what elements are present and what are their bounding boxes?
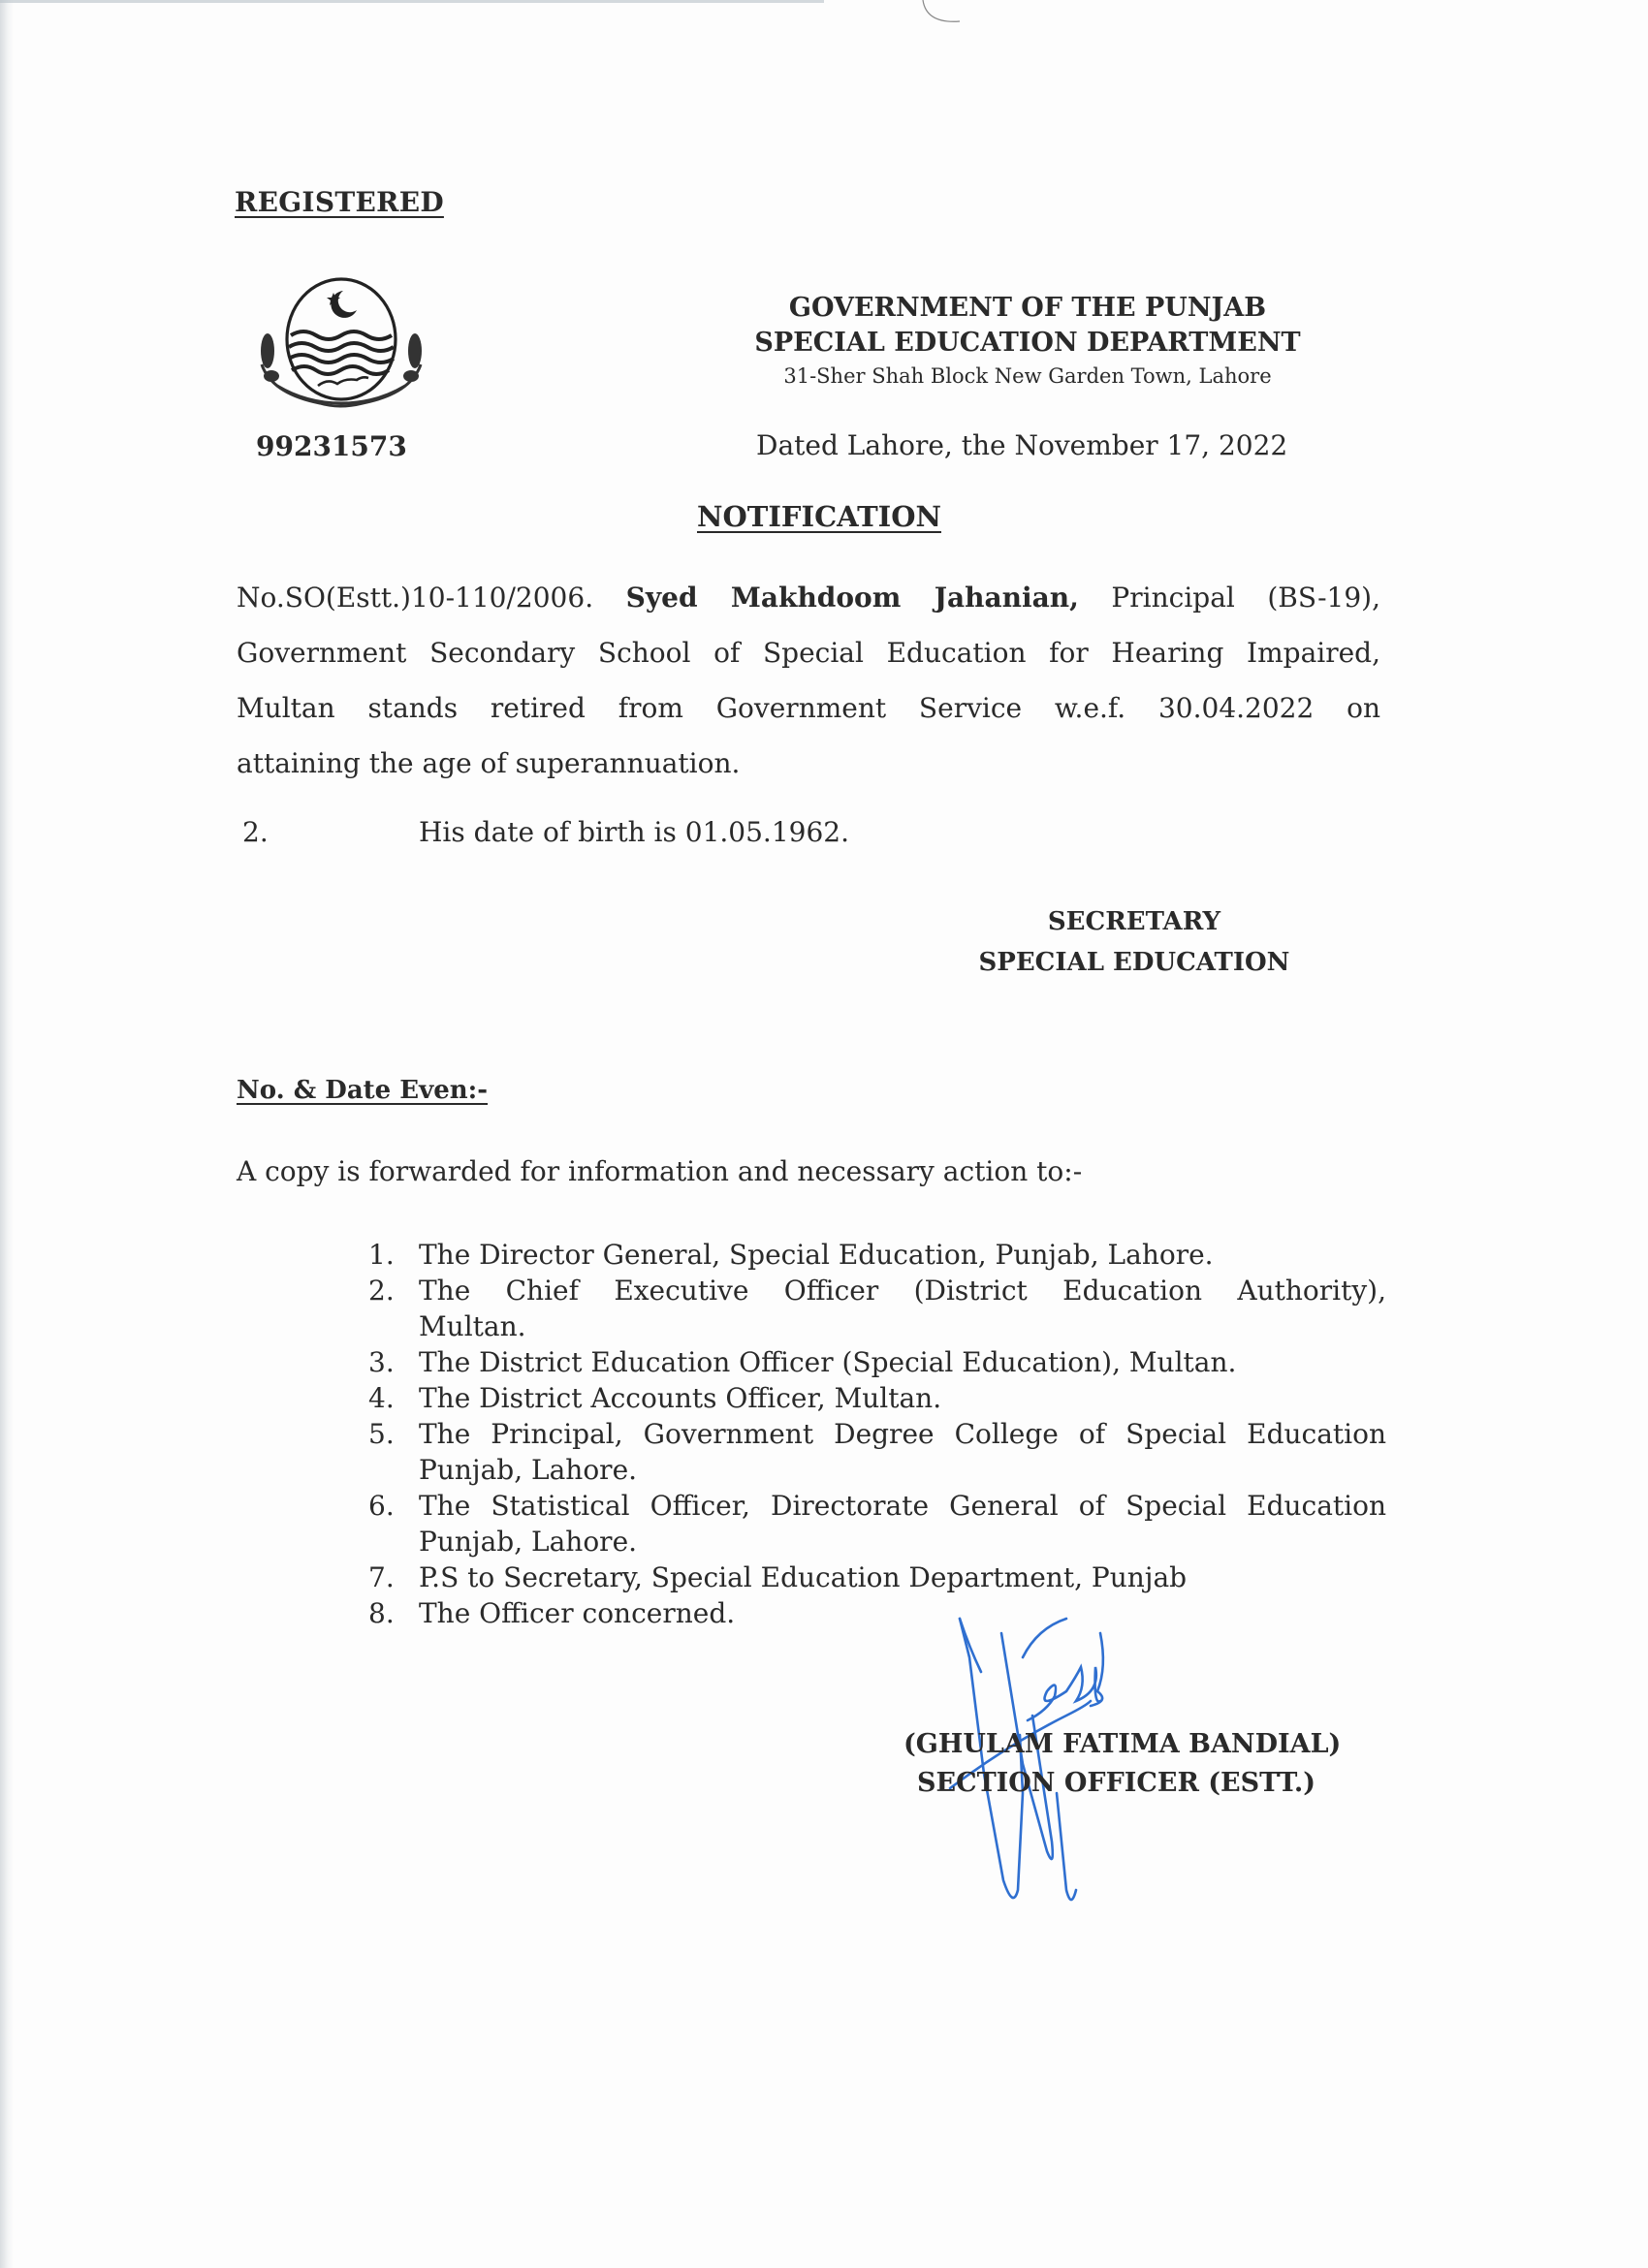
endorsement-heading: No. & Date Even:-	[237, 1076, 489, 1105]
recipient-text	[419, 1559, 1386, 1595]
handwritten-signature	[931, 1599, 1183, 1929]
recipient-text	[419, 1273, 1386, 1344]
scan-edge-shadow	[0, 0, 14, 2268]
recipient-line: The Director General, Special Education, Punjab, Lahore.	[419, 1239, 1214, 1271]
paragraph-line: Multan stands retired from Government Service w.e.f. 30.04.2022 on	[237, 692, 1380, 724]
recipient-line: The Chief Executive Officer (District Education Authority),	[419, 1275, 1386, 1307]
recipient-text	[419, 1380, 1386, 1416]
recipient-item	[368, 1380, 1386, 1416]
scan-top-edge	[0, 0, 824, 3]
recipient-number: 1.	[368, 1239, 395, 1271]
scan-artifact-curve	[921, 0, 998, 25]
recipient-item	[368, 1273, 1386, 1344]
recipient-number: 3.	[368, 1346, 395, 1378]
recipient-line: P.S to Secretary, Special Education Department, Punjab	[419, 1561, 1188, 1593]
recipient-line: Multan.	[419, 1310, 526, 1342]
copy-intro: A copy is forwarded for information and necessary action to:-	[237, 1155, 1083, 1187]
reference-number: 99231573	[256, 430, 407, 462]
header-address: 31-Sher Shah Block New Garden Town, Lahore	[783, 364, 1272, 388]
recipient-item	[368, 1595, 1386, 1631]
paragraph-line	[237, 570, 1380, 625]
recipient-number: 2.	[368, 1275, 395, 1307]
recipient-number: 8.	[368, 1597, 395, 1629]
signatory-name: (GHULAM FATIMA BANDIAL)	[903, 1729, 1342, 1759]
recipient-number: 4.	[368, 1382, 395, 1414]
urdu-calligraphy	[318, 377, 368, 386]
notification-number: No.SO(Estt.)10-110/2006.	[237, 582, 594, 614]
crescent-icon	[331, 291, 357, 318]
officer-designation: Principal (BS-19),	[1111, 582, 1380, 614]
paragraph-2-text: His date of birth is 01.05.1962.	[419, 816, 849, 848]
paragraph-line: attaining the age of superannuation.	[237, 747, 741, 779]
header-department: SPECIAL EDUCATION DEPARTMENT	[754, 328, 1301, 358]
recipient-line: The Officer concerned.	[419, 1597, 736, 1629]
punjab-emblem	[248, 271, 434, 417]
waves-icon	[289, 331, 394, 374]
header-government: GOVERNMENT OF THE PUNJAB	[788, 293, 1267, 323]
recipient-text	[419, 1595, 1386, 1631]
recipient-item	[368, 1344, 1386, 1380]
recipient-text	[419, 1237, 1386, 1273]
registered-label: REGISTERED	[235, 186, 444, 218]
recipient-line: The District Education Officer (Special Education), Multan.	[419, 1346, 1237, 1378]
recipient-item	[368, 1559, 1386, 1595]
recipients-list	[368, 1237, 1386, 1631]
officer-name: Syed Makhdoom Jahanian,	[625, 582, 1079, 614]
recipient-item	[368, 1488, 1386, 1559]
recipient-item	[368, 1416, 1386, 1488]
recipient-text	[419, 1344, 1386, 1380]
recipient-text	[419, 1416, 1386, 1488]
recipient-line: Punjab, Lahore.	[419, 1454, 638, 1486]
recipient-number: 6.	[368, 1490, 395, 1522]
dated-line: Dated Lahore, the November 17, 2022	[756, 429, 1288, 461]
authority-department: SPECIAL EDUCATION	[978, 948, 1290, 977]
document-title: NOTIFICATION	[697, 500, 941, 533]
notification-paragraph	[237, 570, 1380, 791]
recipient-line: The Statistical Officer, Directorate General of Special Education	[419, 1490, 1386, 1522]
recipient-item	[368, 1237, 1386, 1273]
recipient-number: 7.	[368, 1561, 395, 1593]
recipient-text	[419, 1488, 1386, 1559]
recipient-line: Punjab, Lahore.	[419, 1526, 638, 1558]
signatory-designation: SECTION OFFICER (ESTT.)	[917, 1768, 1316, 1798]
paragraph-line: Government Secondary School of Special Education for Hearing Impaired,	[237, 637, 1380, 669]
recipient-line: The Principal, Government Degree College of Special Education	[419, 1418, 1386, 1450]
authority-title: SECRETARY	[1047, 907, 1221, 936]
recipient-line: The District Accounts Officer, Multan.	[419, 1382, 942, 1414]
paragraph-2-number: 2.	[242, 816, 269, 848]
recipient-number: 5.	[368, 1418, 395, 1450]
